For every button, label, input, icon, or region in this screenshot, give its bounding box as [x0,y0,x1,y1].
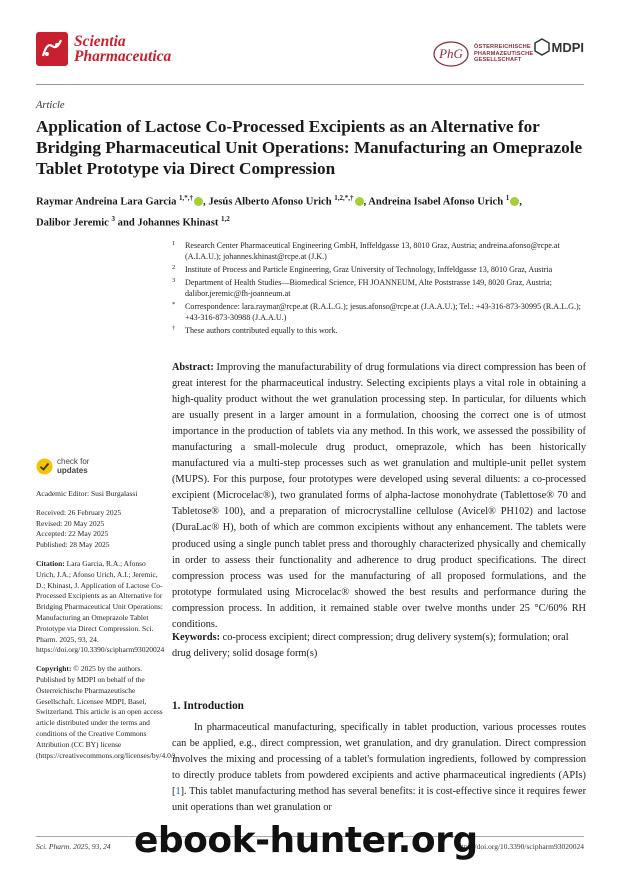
orcid-icon[interactable] [194,197,203,206]
journal-name-line1: Scientia [74,33,126,50]
orcid-icon[interactable] [510,197,519,206]
society-logo-icon [432,40,470,68]
copyright-text: © 2025 by the authors. Published by MDPI on behalf of the Österreichische Pharmazeutische Gesellschaft. Licensee MDPI, Basel, Switzerland. This article is an open access article distributed under the terms and conditions of the Creative Commons Attribution (CC BY) license (https://creativecommons.org/licenses/by/4.0/). [36,664,178,760]
keywords-label: Keywords: [172,632,221,643]
footer-journal-ref: Sci. Pharm. 2025, 93, 24 [36,842,111,851]
author-separator: , [519,196,522,208]
citation-text[interactable]: Lara Garcia, R.A.; Afonso Urich, J.A.; Afonso Urich, A.I.; Jeremic, D.; Khinast, J. Application of Lactose Co-Processed Excipients as an Alternative for Bridging Pharmaceutical Unit Operations: Manufacturing an Omeprazole Tablet Prototype via Direct Compression. Sci. Pharm. 2025, 93, 24. https://doi.org/10.3390/scipharm93020024 [36,558,165,655]
check-for-updates-button[interactable] [36,458,164,475]
author-name[interactable]: Raymar Andreina Lara Garcia [36,196,180,208]
keywords-text: co-process excipient; direct compression; drug delivery system(s); formulation; oral drug delivery; solid dosage form(s) [172,632,569,659]
citation-label: Citation: [36,558,65,568]
intro-text-part1: In pharmaceutical manufacturing, specifically in tablet production, various processes routes can be applied, e.g., direct compression, wet granulation, and dry granulation. Direct compression involves the mixing and processing of a tablet's formulation ingredients, followed by compression to directly produce tablets from powdered excipients and active pharmaceutical ingredients (APIs) [ [172,722,586,798]
article-type: Article [36,100,65,111]
date-item: Revised: 20 May 2025 [36,518,105,528]
affiliation-mark: * [172,301,176,309]
author-name[interactable]: Jesús Alberto Afonso Urich [208,196,335,208]
affiliation-mark: † [172,325,176,333]
updates-label: updates [57,465,88,475]
society-name-line1: ÖSTERREICHISCHE [474,44,531,51]
date-item: Accepted: 22 May 2025 [36,529,109,539]
section-heading-introduction: 1. Introduction [172,700,244,712]
article-title: Application of Lactose Co-Processed Excipients as an Alternative for Bridging Pharmaceutical Unit Operations: Manufacturing an Omeprazole Tablet Prototype via Direct Compression [36,117,583,178]
affiliation-item [172,278,592,300]
date-item: Published: 28 May 2025 [36,540,110,550]
orcid-icon[interactable] [355,197,364,206]
society-name-line3: GESELLSCHAFT [474,57,522,64]
affiliation-mark: 2 [172,264,176,271]
watermark: ebook-hunter.org [134,820,478,861]
intro-text-part2: ]. This tablet manufacturing method has several benefits: it is cost-effective since it requires fewer unit operations than wet granulation or [172,786,586,814]
affiliation-text: Institute of Process and Particle Engineering, Graz University of Technology, Inffeldgasse 13, 8010 Graz, Austria [185,265,553,274]
check-for-updates-icon [36,458,53,475]
publisher-logo[interactable] [534,38,585,56]
page-header [36,30,584,80]
affiliation-text: Department of Health Studies—Biomedical Science, FH JOANNEUM, Alte Poststrasse 149, 8020 Graz, Austria; dalibor.jeremic@fh-joanneum.at [185,278,552,298]
journal-name [74,34,171,64]
author-separator: , [363,196,369,208]
sidebar [36,457,178,769]
journal-logo-icon [36,32,68,66]
copyright-label: Copyright: [36,664,72,674]
footer-doi[interactable]: https://doi.org/10.3390/scipharm93020024 [455,842,584,851]
affiliations [172,241,592,339]
affiliation-item [172,326,592,337]
author-name[interactable]: Andreina Isabel Afonso Urich [368,196,506,208]
author-affiliation-mark: 1,2,*,† [334,194,354,202]
journal-name-line2: Pharmaceutica [74,48,172,65]
author-affiliation-mark: 1,*,† [179,194,194,202]
keywords [172,630,586,662]
society-name [474,44,533,64]
affiliation-item [172,265,592,276]
author-separator: , [203,196,209,208]
author-name[interactable]: Dalibor Jeremic [36,217,112,229]
journal-logo[interactable] [36,32,171,66]
abstract-label: Abstract: [172,362,214,373]
society-name-line2: PHARMAZEUTISCHE [474,50,534,57]
citation-link[interactable]: 1 [175,786,181,798]
abstract-text: Improving the manufacturability of drug formulations via direct compression has been of great interest for the pharmaceutical industry. Selecting excipients plays a vital role in obtaining a high-quality product without the wet granulation processing step. In particular, for diluents which are usually present in a larger amount in a formulation, choosing the correct one is of utmost importance in the production of tablets via any method. In this work, we assessed the possibility of manufacturing a small-molecule drug product, omeprazole, which has been historically manufactured via a multi-step processes such as wet granulation and multiple-unit pellet system (MUPS). For this purpose, four prototypes were developed using several diluents: a co-processed excipient (Microcelac®), two granulated forms of alpha-lactose monohydrate (Tablettose® 70 and Tabletose® 100), and a preparation of microcrystalline cellulose (Avicel® PH102) and lactose (DuraLac® H), both of which are common excipients without any enhancement. The tablets were produced using a single punch tablet press and thoroughly characterized physically and chemically in order to assess their functionality and adherence to drug product specifications. The direct compression process was used for the manufacturing of all proposed formulations, and the prototype formulated using Microcelac® showed the best results and performance during the compression process. In addition, it remained stable over twelve months under 25 °C/60% RH conditions. [172,362,586,630]
affiliation-text: Correspondence: lara.raymar@rcpe.at (R.A.L.G.); jesus.afonso@rcpe.at (J.A.A.U.); Tel.: +43-316-873-30995 (R.A.L.G.); +43-316-873-30988 (J.A.A.U.) [185,302,581,322]
author-list [36,190,596,231]
affiliation-mark: 3 [172,277,176,285]
publisher-name: MDPI [551,39,584,55]
author-name[interactable]: Johannes Khinast [137,217,222,229]
citation-block [36,559,164,656]
svg-text:PhG: PhG [439,46,463,61]
author-separator: and [115,217,138,229]
affiliation-text: Research Center Pharmaceutical Engineering GmbH, Inffeldgasse 13, 8010 Graz, Austria; andreina.afonso@rcpe.at (A.I.A.U.); johannes.khinast@rcpe.at (J.K.) [185,241,560,261]
author-affiliation-mark: 3 [111,214,116,223]
introduction-text [172,720,586,816]
affiliation-item [172,302,592,324]
author-affiliation-mark: 1 [505,194,510,202]
academic-editor: Academic Editor: Susi Burgalassi [36,489,138,498]
copyright-block [36,664,178,761]
affiliation-mark: 1 [172,240,176,247]
author-affiliation-mark: 1,2 [221,214,230,223]
date-item: Received: 26 February 2025 [36,507,122,517]
affiliation-text: These authors contributed equally to this work. [185,326,338,336]
header-divider [36,84,584,85]
affiliation-item [172,241,592,263]
society-logo[interactable] [432,40,533,68]
abstract [172,360,586,633]
mdpi-hexagon-icon [534,38,550,56]
check-label: check for [57,457,90,466]
dates-block [36,508,164,551]
